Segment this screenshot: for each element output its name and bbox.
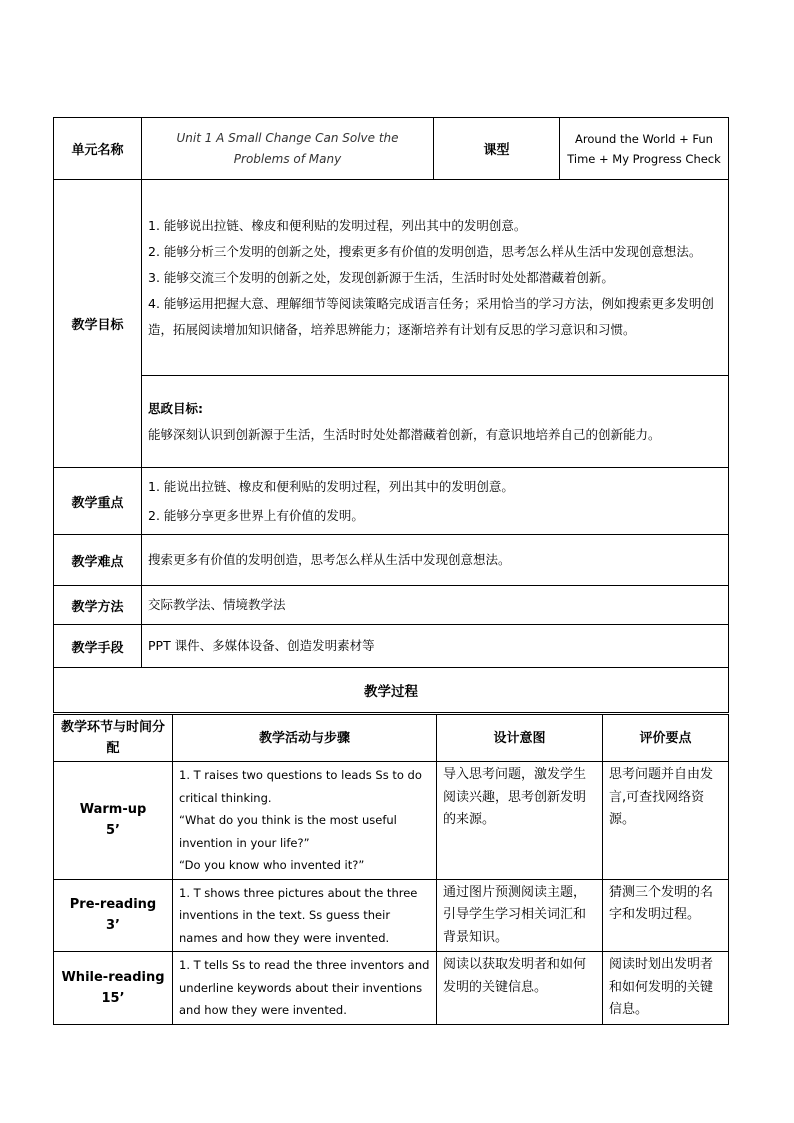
ideology-title: 思政目标:: [148, 400, 203, 416]
difficulty-label: 教学难点: [54, 535, 142, 586]
objectives-cell: [142, 180, 729, 376]
stage-cell: [54, 879, 173, 952]
stage-time: 5’: [106, 823, 120, 839]
lesson-info-table: [53, 117, 729, 713]
unit-row: [54, 118, 729, 180]
objectives-row: [54, 180, 729, 376]
header-intent: 设计意图: [437, 715, 603, 762]
table-row: [54, 952, 729, 1025]
activity-line: “Do you know who invented it?”: [179, 858, 365, 872]
key-points-row: [54, 468, 729, 535]
evaluation-cell: 猜测三个发明的名字和发明过程。: [603, 879, 729, 952]
header-activities: 教学活动与步骤: [173, 715, 437, 762]
evaluation-cell: 阅读时划出发明者和如何发明的关键信息。: [603, 952, 729, 1025]
stage-time: 3’: [106, 918, 120, 934]
intent-cell: 通过图片预测阅读主题，引导学生学习相关词汇和背景知识。: [437, 879, 603, 952]
means-row: [54, 625, 729, 668]
objective-item: 1. 能够说出拉链、橡皮和便利贴的发明过程，列出其中的发明创意。: [148, 217, 527, 233]
activities-cell: [173, 952, 437, 1025]
activity-line: 1. T tells Ss to read the three inventors and underline keywords about their inventions and how they were invented.: [179, 958, 430, 1017]
method-label: 教学方法: [54, 586, 142, 625]
key-point-item: 2. 能够分享更多世界上有价值的发明。: [148, 508, 364, 523]
difficulty-text: 搜索更多有价值的发明创造，思考怎么样从生活中发现创意想法。: [142, 535, 729, 586]
process-title: 教学过程: [54, 668, 729, 713]
objective-item: 2. 能够分析三个发明的创新之处，搜索更多有价值的发明创造，思考怎么样从生活中发现创意想法。: [148, 243, 702, 259]
process-title-row: [54, 668, 729, 713]
stage-name: Warm-up: [79, 802, 147, 818]
activity-line: 1. T shows three pictures about the three inventions in the text. Ss guess their names and how they were invented.: [179, 885, 418, 945]
lesson-type-label: 课型: [434, 118, 560, 180]
means-text: PPT 课件、多媒体设备、创造发明素材等: [142, 625, 729, 668]
stage-cell: [54, 762, 173, 880]
key-points-cell: [142, 468, 729, 535]
stage-time: 15’: [101, 990, 125, 1006]
means-label: 教学手段: [54, 625, 142, 668]
activity-line: 1. T raises two questions to leads Ss to do critical thinking.: [179, 768, 422, 805]
objective-item: 4. 能够运用把握大意、理解细节等阅读策略完成语言任务；采用恰当的学习方法，例如搜索更多发明创造，拓展阅读增加知识储备，培养思辨能力；逐渐培养有计划有反思的学习意识和习惯。: [148, 295, 714, 337]
ideology-cell: [142, 376, 729, 468]
evaluation-cell: 思考问题并自由发言,可查找网络资源。: [603, 762, 729, 880]
unit-name-value: Unit 1 A Small Change Can Solve the Problems of Many: [142, 118, 434, 180]
table-row: [54, 762, 729, 880]
intent-cell: 阅读以获取发明者和如何发明的关键信息。: [437, 952, 603, 1025]
activity-line: “What do you think is the most useful invention in your life?”: [179, 813, 397, 850]
header-stage: 教学环节与时间分配: [54, 715, 173, 762]
method-row: [54, 586, 729, 625]
stage-name: While-reading: [61, 969, 165, 985]
key-points-label: 教学重点: [54, 468, 142, 535]
key-point-item: 1. 能说出拉链、橡皮和便利贴的发明过程，列出其中的发明创意。: [148, 479, 514, 494]
teaching-process-table: [53, 714, 729, 1025]
objectives-label: 教学目标: [54, 180, 142, 468]
table-row: [54, 879, 729, 952]
activities-cell: [173, 762, 437, 880]
stage-name: Pre-reading: [69, 897, 157, 913]
stage-cell: [54, 952, 173, 1025]
header-evaluation: 评价要点: [603, 715, 729, 762]
activities-cell: [173, 879, 437, 952]
lesson-type-value: Around the World + Fun Time + My Progress Check: [560, 118, 729, 180]
difficulty-row: [54, 535, 729, 586]
method-text: 交际教学法、情境教学法: [142, 586, 729, 625]
process-header-row: [54, 715, 729, 762]
intent-cell: 导入思考问题，激发学生阅读兴趣，思考创新发明的来源。: [437, 762, 603, 880]
ideology-text: 能够深刻认识到创新源于生活，生活时时处处都潜藏着创新，有意识地培养自己的创新能力。: [148, 426, 661, 442]
objective-item: 3. 能够交流三个发明的创新之处，发现创新源于生活，生活时时处处都潜藏着创新。: [148, 269, 614, 285]
unit-name-label: 单元名称: [54, 118, 142, 180]
ideology-row: [54, 376, 729, 468]
